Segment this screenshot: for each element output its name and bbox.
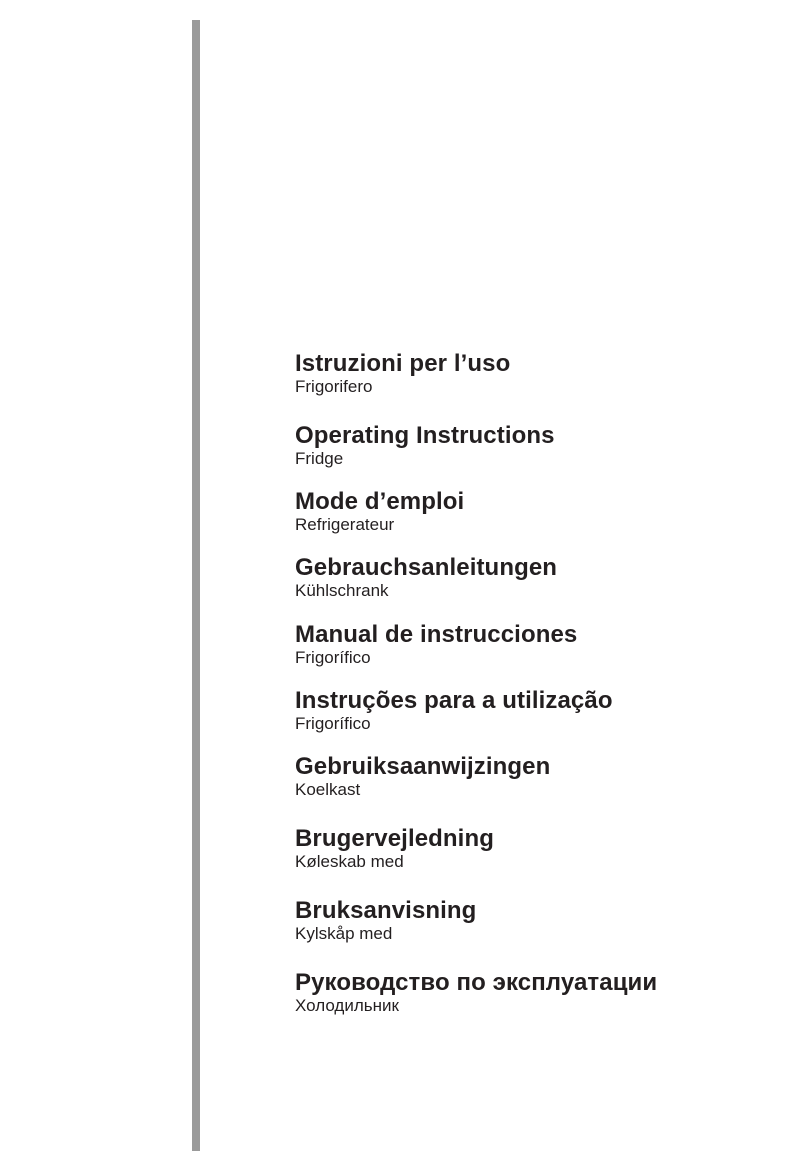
entry-title: Brugervejledning (295, 825, 494, 852)
entry-title: Gebruiksaanwijzingen (295, 753, 551, 780)
entry-subtitle: Frigorífico (295, 648, 371, 667)
entry-subtitle: Kylskåp med (295, 924, 393, 943)
manual-entry-russian (295, 971, 657, 1015)
manual-entry-portuguese (295, 689, 613, 733)
manual-entry-spanish (295, 623, 577, 667)
entry-title: Mode d’emploi (295, 488, 465, 515)
entry-subtitle: Frigorífico (295, 714, 371, 733)
entry-title: Instruções para a utilização (295, 687, 613, 714)
manual-entry-english (295, 424, 555, 468)
entry-title: Manual de instrucciones (295, 621, 578, 648)
entry-subtitle: Холодильник (295, 996, 399, 1015)
entry-subtitle: Køleskab med (295, 852, 404, 871)
manual-entry-dutch (295, 755, 550, 799)
entry-title: Gebrauchsanleitungen (295, 554, 558, 581)
entry-title: Operating Instructions (295, 422, 555, 449)
vertical-divider-bar (192, 20, 200, 1151)
entry-subtitle: Frigorifero (295, 377, 373, 396)
entry-subtitle: Refrigerateur (295, 515, 395, 534)
entry-subtitle: Koelkast (295, 780, 361, 799)
entry-title: Руководство по эксплуатации (295, 969, 658, 996)
manual-entry-italian (295, 352, 510, 396)
manual-entry-french (295, 490, 464, 534)
manual-entry-danish (295, 827, 494, 871)
manual-entry-swedish (295, 899, 476, 943)
entry-subtitle: Kühlschrank (295, 581, 389, 600)
entry-subtitle: Fridge (295, 449, 344, 468)
manual-entry-german (295, 556, 557, 600)
entry-title: Istruzioni per l’uso (295, 350, 511, 377)
entry-title: Bruksanvisning (295, 897, 477, 924)
